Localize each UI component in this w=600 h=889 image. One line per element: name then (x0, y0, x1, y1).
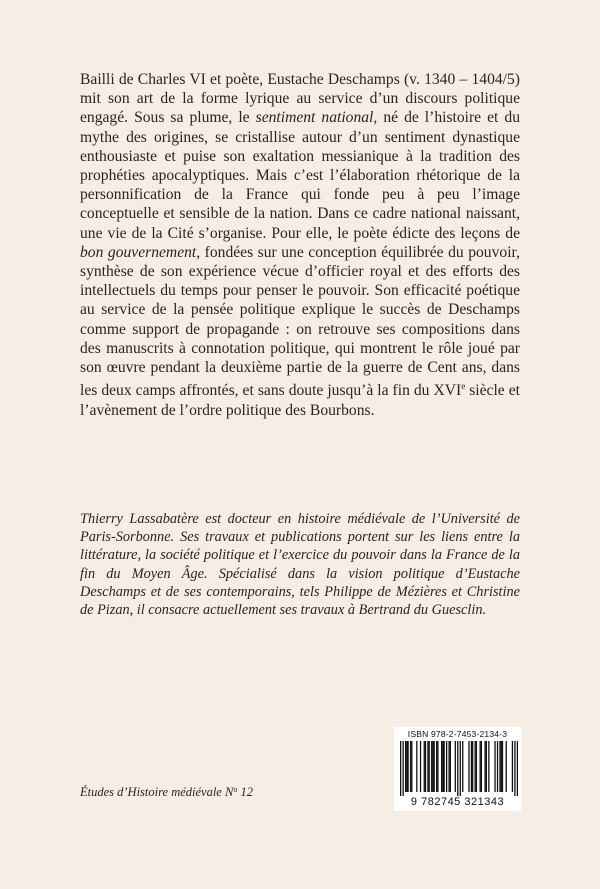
barcode-bar (457, 741, 458, 796)
barcode-bar (431, 741, 432, 792)
barcode-bar (416, 741, 417, 792)
barcode-bar (517, 741, 518, 796)
barcode-bar (407, 741, 408, 792)
barcode-bar (424, 741, 425, 792)
bio-text: Thierry Lassabatère est docteur en histoire médiévale de l’Université de Paris-Sorbonne. Ses travaux et publications portent sur les liens entre la littérature, la société politique et l’exercice du pouvoir dans la France de la fin du Moyen Âge. Spécialisé dans la vision politique d’Eustache Deschamps et de ses contemporains, tels Philippe de Mézières et Christine de Pizan, il consacre actuellement ses travaux à Bertrand du Guesclin. (80, 511, 520, 619)
barcode-bar (460, 741, 461, 796)
barcode-bar (429, 741, 430, 792)
isbn-barcode (394, 727, 521, 811)
barcode-graphic (400, 741, 518, 796)
barcode-bar (471, 741, 472, 792)
barcode-bar (434, 741, 435, 792)
summary-paragraph (80, 70, 520, 420)
barcode-bar (506, 741, 507, 792)
barcode-bar (420, 741, 421, 792)
barcode-bar (481, 741, 482, 792)
barcode-bar (488, 741, 489, 792)
barcode-bar (443, 741, 444, 792)
barcode-bar (448, 741, 449, 792)
barcode-bar (436, 741, 437, 792)
century-superscript: e (461, 381, 466, 392)
barcode-bar (405, 741, 406, 792)
barcode-bar (437, 741, 438, 792)
barcode-bar (512, 741, 513, 792)
barcode-digits: 9 782745 321343 (410, 796, 505, 808)
barcode-bar (441, 741, 442, 792)
barcode-bar (501, 741, 502, 792)
barcode-bar (479, 741, 480, 792)
summary-emphasis-sentiment-national: sentiment national (255, 109, 374, 127)
barcode-bar (494, 741, 495, 792)
series-number-superscript: o (233, 785, 238, 794)
barcode-bar (425, 741, 426, 792)
barcode-bar (442, 741, 443, 792)
author-biography (80, 510, 520, 619)
isbn-label: ISBN 978-2-7453-2134-3 (407, 729, 508, 739)
barcode-bar (486, 741, 487, 792)
summary-text-3: , fondées sur une conception équilibrée du pouvoir, synthèse de son expérience vécue d’officier royal et des efforts des intellectuels du temps pour penser le pouvoir. Son efficacité poétique au service de la pensée politique explique le succès de Deschamps comme support de propagande : on retrouve ses compositions dans des manuscrits à connotation politique, qui montrent le rôle joué par son œuvre pendant la deuxième partie de la guerre de Cent ans, dans les deux camps affrontés, et sans doute jusqu’à la fin du XVI (80, 243, 521, 400)
series-label: Études d’Histoire médiévale N (80, 785, 234, 799)
barcode-bar (514, 741, 515, 796)
barcode-bars (400, 741, 518, 796)
series-number: 12 (237, 785, 253, 799)
barcode-bar (446, 741, 447, 792)
summary-text-2: , né de l’histoire et du mythe des origines, se cristallise autour d’un sentiment dynastique enthousiaste et puise son exaltation messianique à la tradition des prophéties apocalyptiques. Mais c’est l’élaboration rhétorique de la personnification de la France qui fonde peu à peu l’image conceptuelle et sensible de la nation. Dans ce cadre national naissant, une vie de la Cité s’organise. Pour elle, le poète édicte des leçons de (80, 109, 520, 242)
barcode-bar (432, 741, 433, 792)
summary-text-4: siècle et l’avènement de l’ordre politique des Bourbons. (80, 382, 520, 419)
barcode-bar (410, 741, 411, 792)
barcode-bar (411, 741, 412, 792)
barcode-bar (402, 741, 403, 796)
barcode-bar (427, 741, 428, 792)
barcode-bar (455, 741, 456, 792)
barcode-bar (468, 741, 469, 792)
series-title (80, 785, 253, 800)
barcode-bar (497, 741, 498, 792)
barcode-bar (475, 741, 476, 792)
summary-emphasis-bon-gouvernement: bon gouvernement (80, 243, 197, 261)
barcode-bar (502, 741, 503, 792)
barcode-bar (462, 741, 463, 792)
barcode-bar (406, 741, 407, 792)
summary-text-1: Bailli de Charles VI et poète, Eustache Deschamps (v. 1340 – 1404/5) mit son art de la forme lyrique au service d’un discours politique engagé. Sous sa plume, le (80, 71, 520, 127)
barcode-bar (472, 741, 473, 792)
barcode-bar (476, 741, 477, 792)
barcode-bar (400, 741, 401, 796)
book-summary (80, 70, 520, 420)
barcode-bar (484, 741, 485, 792)
barcode-bar (499, 741, 500, 792)
barcode-bar (450, 741, 451, 792)
